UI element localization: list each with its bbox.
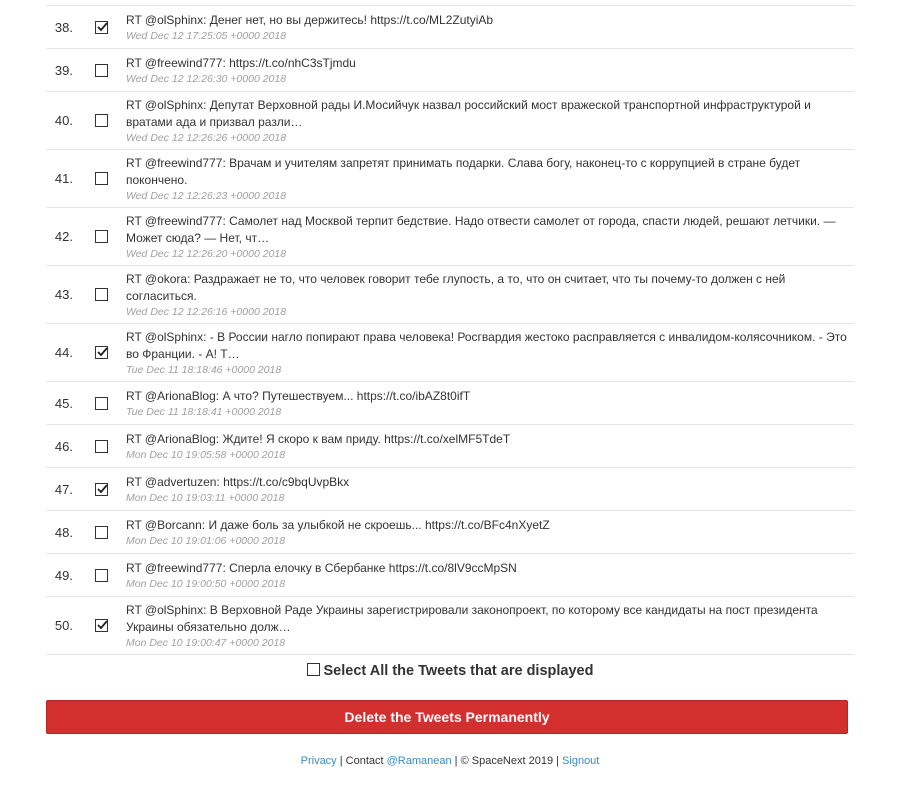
tweet-date: Wed Dec 12 12:26:23 +0000 2018 [126,189,287,202]
tweet-number-cell [46,382,86,425]
tweet-date: Wed Dec 12 12:26:30 +0000 2018 [126,72,287,85]
tweet-checkbox-cell [86,49,126,92]
tweet-text: RT @freewind777: Сперла елочку в Сбербанке https://t.co/8lV9ccMpSN [126,560,517,575]
tweet-date: Wed Dec 12 17:25:05 +0000 2018 [126,29,287,42]
checkmark-icon [95,344,110,359]
footer [46,755,854,767]
tweet-text: RT @freewind777: Самолет над Москвой терпит бедствие. Надо отвести самолет от города, спасти людей, решают летчики. — Может сюда? — Нет, чт… [126,213,836,245]
tweet-select-checkbox[interactable] [95,288,108,301]
tweet-number-cell [46,425,86,468]
tweet-select-checkbox[interactable] [95,172,108,185]
signout-link[interactable]: Signout [562,755,600,767]
tweet-checkbox-cell [86,511,126,554]
tweet-select-checkbox[interactable] [95,397,108,410]
tweet-text: RT @Borcann: И даже боль за улыбкой не скроешь... https://t.co/BFc4nXyetZ [126,517,550,532]
tweet-number: 41. [54,171,73,186]
tweet-content-cell [126,468,854,511]
tweet-number: 43. [54,287,73,302]
tweet-number-cell [46,324,86,382]
tweet-row [46,324,854,382]
tweet-checkbox-cell [86,6,126,49]
tweet-select-checkbox[interactable] [95,21,108,34]
tweet-checkbox-cell [86,208,126,266]
tweet-content-cell [126,511,854,554]
tweet-text: RT @advertuzen: https://t.co/c9bqUvpBkx [126,474,350,489]
tweet-content-cell [126,266,854,324]
contact-handle-link[interactable]: @Ramanean [386,755,452,767]
tweet-row [46,511,854,554]
tweet-content-cell [126,92,854,150]
tweet-number: 38. [54,19,73,35]
tweet-number: 42. [54,229,73,244]
tweet-checkbox-cell [86,92,126,150]
tweet-number-cell [46,150,86,208]
tweet-text: RT @freewind777: Врачам и учителям запретят принимать подарки. Слава богу, наконец-то с коррупцией в стране будет покончено. [126,155,801,187]
checkmark-icon [95,19,110,34]
tweet-number-cell [46,468,86,511]
tweet-text: RT @olSphinx: - В России нагло попирают права человека! Росгвардия жестоко расправляется с инвалидом-колясочником. - Это во Франции. - А! Т… [126,329,847,361]
tweet-text: RT @olSphinx: Денег нет, но вы держитесь! https://t.co/ML2ZutyiAb [126,12,494,27]
tweet-content-cell [126,324,854,382]
tweet-number: 39. [54,62,73,78]
tweet-row [46,6,854,49]
tweet-text: RT @ArionaBlog: Ждите! Я скоро к вам приду. https://t.co/xelMF5TdeT [126,431,511,446]
tweet-date: Tue Dec 11 18:18:41 +0000 2018 [126,405,282,418]
tweet-checkbox-cell [86,468,126,511]
tweet-content-cell [126,208,854,266]
checkmark-icon [95,481,110,496]
tweet-row [46,382,854,425]
tweet-number: 44. [54,345,73,360]
tweet-checkbox-cell [86,554,126,597]
tweet-date: Wed Dec 12 12:26:20 +0000 2018 [126,247,287,260]
tweet-text: RT @olSphinx: В Верховной Раде Украины зарегистрировали законопроект, по которому все кандидаты на пост президента Украины обязательно долж… [126,602,818,634]
tweet-select-checkbox[interactable] [95,346,108,359]
footer-separator-contact: | Contact [336,755,387,767]
tweet-checkbox-cell [86,324,126,382]
tweet-select-checkbox[interactable] [95,483,108,496]
tweet-number-cell [46,208,86,266]
tweet-number: 47. [54,481,73,497]
tweet-text: RT @okora: Раздражает не то, что человек говорит тебе глупость, а то, что он считает, что ты почему-то должен с ней согласиться. [126,271,786,303]
tweet-row [46,208,854,266]
checkmark-icon [95,617,110,632]
tweet-number-cell [46,511,86,554]
tweet-number: 50. [54,618,73,633]
tweet-content-cell [126,150,854,208]
tweet-content-cell [126,554,854,597]
tweet-row [46,554,854,597]
tweet-text: RT @olSphinx: Депутат Верховной рады И.Мосийчук назвал российский мост вражеской транспортной инфраструктурой и вратами ада и призвал разли… [126,97,811,129]
tweet-content-cell [126,382,854,425]
tweet-number-cell [46,92,86,150]
tweet-content-cell [126,6,854,49]
tweet-text: RT @freewind777: https://t.co/nhC3sTjmdu [126,55,356,70]
tweet-row [46,92,854,150]
tweet-date: Tue Dec 11 18:18:46 +0000 2018 [126,363,282,376]
tweet-list-container [46,0,854,767]
select-all-label[interactable]: Select All the Tweets that are displayed [323,663,594,679]
tweet-number-cell [46,6,86,49]
tweet-select-checkbox[interactable] [95,440,108,453]
tweet-date: Wed Dec 12 12:26:16 +0000 2018 [126,305,287,318]
tweet-row [46,150,854,208]
tweet-row [46,266,854,324]
tweet-number: 40. [54,113,73,128]
tweet-row [46,49,854,92]
tweet-select-checkbox[interactable] [95,64,108,77]
tweet-date: Mon Dec 10 19:03:11 +0000 2018 [126,491,285,504]
tweet-text: RT @ArionaBlog: А что? Путешествуем... https://t.co/ibAZ8t0ifT [126,388,471,403]
tweet-number-cell [46,554,86,597]
select-all-checkbox[interactable] [307,663,320,676]
tweet-content-cell [126,49,854,92]
tweet-row [46,425,854,468]
tweet-number-cell [46,49,86,92]
tweet-number: 48. [54,524,73,540]
tweet-checkbox-cell [86,266,126,324]
footer-copyright: | © SpaceNext 2019 | [451,755,563,767]
tweet-number: 45. [54,395,73,411]
tweets-table [46,5,854,655]
tweet-select-checkbox[interactable] [95,230,108,243]
tweet-date: Mon Dec 10 19:00:50 +0000 2018 [126,577,286,590]
tweet-number: 46. [54,438,73,454]
tweet-checkbox-cell [86,150,126,208]
tweets-table-body [46,6,854,655]
tweet-row [46,597,854,655]
tweet-select-checkbox[interactable] [95,619,108,632]
tweet-select-checkbox[interactable] [95,569,108,582]
privacy-link[interactable]: Privacy [300,755,337,767]
tweet-checkbox-cell [86,597,126,655]
tweet-row [46,468,854,511]
tweet-date: Wed Dec 12 12:26:26 +0000 2018 [126,131,287,144]
tweet-date: Mon Dec 10 19:00:47 +0000 2018 [126,636,286,649]
tweet-select-checkbox[interactable] [95,526,108,539]
tweet-date: Mon Dec 10 19:01:06 +0000 2018 [126,534,286,547]
tweet-select-checkbox[interactable] [95,114,108,127]
tweet-number-cell [46,597,86,655]
tweet-number-cell [46,266,86,324]
tweet-checkbox-cell [86,382,126,425]
tweet-date: Mon Dec 10 19:05:58 +0000 2018 [126,448,286,461]
tweet-number: 49. [54,567,73,583]
tweet-content-cell [126,425,854,468]
tweet-checkbox-cell [86,425,126,468]
tweet-content-cell [126,597,854,655]
delete-tweets-button[interactable]: Delete the Tweets Permanently [46,700,848,734]
select-all-row[interactable] [46,661,854,681]
